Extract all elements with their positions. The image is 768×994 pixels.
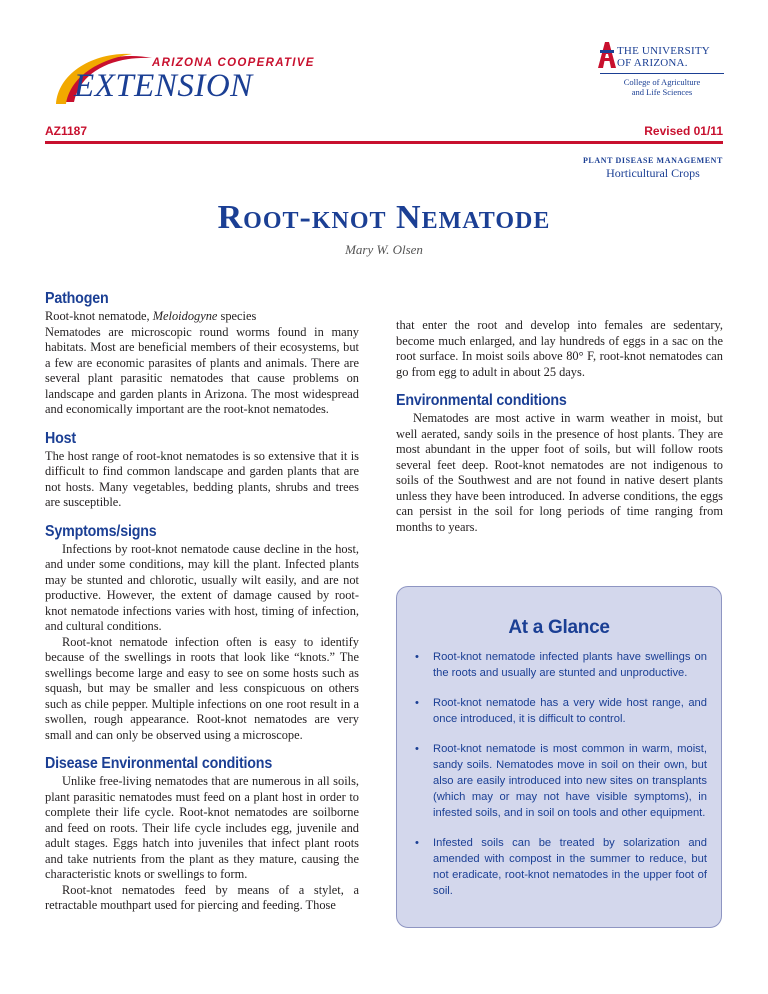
university-name: THE UNIVERSITY OF ARIZONA.	[617, 45, 710, 69]
category-label	[583, 156, 723, 181]
section-heading: Host	[45, 429, 76, 447]
org-name: ARIZONA COOPERATIVE	[152, 57, 315, 69]
extension-logo	[52, 44, 322, 106]
section-heading: Symptoms/signs	[45, 522, 157, 540]
university-logo	[598, 42, 728, 102]
paragraph: Nematodes are microscopic round worms found in many habitats. Most are beneficial members of their ecosystems, but a few are economic parasites of plants and animals. There are several plant parasitic nematodes that cause problems on landscape and garden plants in Arizona. The most widespread and economically important are the root-knot nematodes.	[45, 324, 359, 416]
paragraph: Root-knot nematode infection often is easy to identify because of the swellings in roots that look like “knots.” The swellings become large and easy to see on some hosts such as squash, but may be smaller and less conspicuous on others such as chile pepper. Multiple infections on one root result in a swollen, rough appearance. Root-knot nematodes are very small and can only be observed using a microscope.	[45, 634, 359, 742]
section-host	[45, 430, 359, 511]
paragraph: Unlike free-living nematodes that are numerous in all soils, plant parasitic nematodes must feed on a plant host in order to complete their life cycle. Root-knot nematodes are soilborne and feed on roots. Their life cycle includes egg, juvenile and adult stages. Eggs hatch into juveniles that infect plant roots and take nutrients from the plant as they mature, causing the characteristic knots or swellings to form.	[45, 774, 359, 881]
list-item: • Root-knot nematode has a very wide host range, and once introduced, it is difficult to control.	[415, 697, 707, 725]
at-a-glance-box	[396, 586, 722, 928]
paragraph: The host range of root-knot nematodes is so extensive that it is difficult to find common landscape and garden plants that are not hosts. Many vegetables, bedding plants, shrubs and trees are susceptible.	[45, 448, 359, 509]
species-line: Root-knot nematode, Meloidogyne species	[45, 309, 257, 323]
header-rule	[45, 141, 723, 144]
section-symptoms	[45, 523, 359, 744]
paragraph: Infections by root-knot nematode cause decline in the host, and under some conditions, may kill the plant. Infected plants may be stunted and chlorotic, usually wilt easily, and are not productive. However, the extent of damage caused by root-knot nematode infections varies with host, timing of infection, and cultural conditions.	[45, 541, 359, 633]
section-environment	[396, 392, 723, 535]
paragraph: that enter the root and develop into females are sedentary, become much enlarged, and lay hundreds of eggs in a sac on the root surface. In moist soils above 80° F, root-knot nematodes can go from egg to adult in about 25 days.	[396, 318, 723, 379]
bullet-icon: •	[415, 697, 419, 709]
glance-heading: At a Glance	[508, 617, 610, 638]
arizona-a-icon	[598, 42, 616, 68]
paragraph: Nematodes are most active in warm weather in moist, but well aerated, sandy soils in the presence of host plants. They are most abundant in the upper foot of soils, but will follow roots several feet deep. Root-knot nematodes are not indigenous to soils of the Southwest and are not found in native desert plants unless they have been introduced. In adverse conditions, the eggs can persist in the soil for long periods of time ranging from months to years.	[396, 411, 723, 534]
college-name: College of Agriculture and Life Sciences	[623, 77, 701, 97]
list-item: • Root-knot nematode infected plants have swellings on the roots and usually are stunted and unproductive.	[415, 651, 707, 679]
list-item: • Infested soils can be treated by solarization and amended with compost in the summer to reduce, but not eradicate, root-knot nematodes in the upper foot of soil.	[415, 837, 707, 897]
section-heading: Disease Environmental conditions	[45, 755, 273, 772]
section-disease-environment	[45, 755, 359, 914]
category: PLANT DISEASE MANAGEMENT	[582, 156, 723, 165]
glance-list	[415, 649, 707, 913]
revised-date: Revised 01/11	[644, 124, 723, 138]
right-column	[396, 318, 723, 547]
logo-divider	[600, 73, 724, 74]
extension-wordmark: EXTENSION	[74, 68, 253, 104]
subcategory: Horticultural Crops	[606, 166, 700, 180]
section-heading: Environmental conditions	[396, 392, 567, 409]
bullet-icon: •	[415, 651, 419, 663]
section-pathogen	[45, 290, 359, 418]
publication-number: AZ1187	[45, 124, 88, 138]
paragraph: Root-knot nematodes feed by means of a stylet, a retractable mouthpart used for piercing and feeding. Those	[45, 882, 359, 912]
section-heading: Pathogen	[45, 290, 109, 307]
author: Mary W. Olsen	[345, 242, 423, 257]
left-column	[45, 290, 359, 926]
list-item: • Root-knot nematode is most common in warm, moist, sandy soils. Nematodes move in soil on their own, but also are easily introduced into new sites on transplants (which may or may not have visible symptoms), in infested soils, and in soil on tools and other equipment.	[415, 743, 707, 819]
page-title: Root-knot Nematode	[217, 199, 551, 236]
section-disease-environment-continued	[396, 318, 723, 380]
bullet-icon: •	[415, 743, 419, 755]
bullet-icon: •	[415, 837, 419, 849]
